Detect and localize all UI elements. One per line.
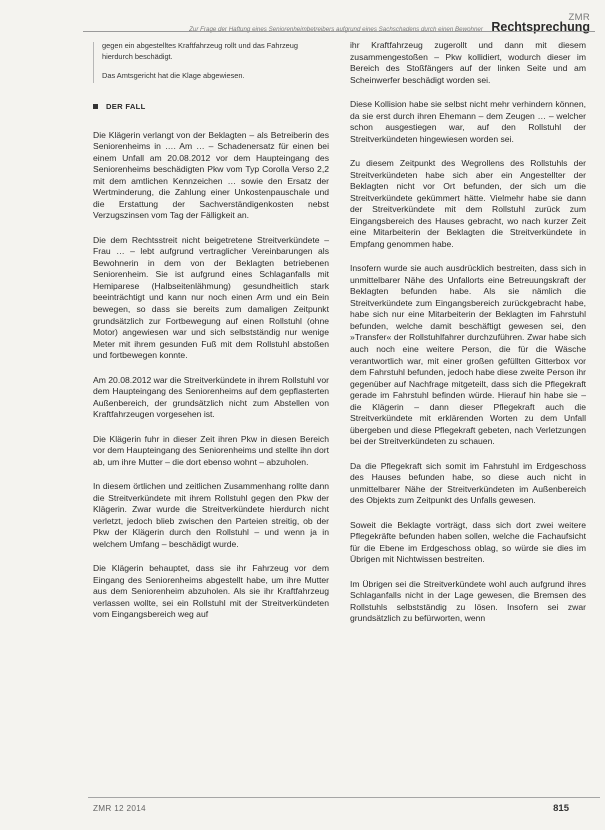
body-paragraph: Die Klägerin verlangt von der Beklagten – als Betreiberin des Seniorenheims in …. Am … – Schadenersatz für einen bei einem Unfall am 20.08.2012 vor dem Haupteingang des Seniorenheims beschädigten Pkw vom Typ Corolla Verso 2,2 mit dem amtlichen Kennzeichen … sowie den Ersatz der Wertminderung, die Zahlung einer Unkostenpauschale und die Erstattung der Sachverständigenkosten nebst Verzugszinsen vom Tag der Fälligkeit an. [93, 129, 329, 221]
body-paragraph: Am 20.08.2012 war die Streitverkündete in ihrem Rollstuhl vor dem Haupteingang des Seniorenheims auf dem gepflasterten Außenbereich, der grundsätzlich nicht zum Abstellen von Kraftfahrzeugen vorgesehen ist. [93, 374, 329, 420]
running-header [98, 18, 590, 36]
body-paragraph: Da die Pflegekraft sich somit im Fahrstuhl im Erdgeschoss des Hauses befunden habe, so diese auch nicht in unmittelbarer Nähe der Streitverkündeten im Außenbereich des Objekts zum Zeitpunkt des Unfalls gewesen. [350, 460, 586, 506]
body-paragraph: Insofern wurde sie auch ausdrücklich bestreiten, dass sich in unmittelbarer Nähe des Unfallorts eine Betreuungskraft der Beklagten befunden habe. Als sie nämlich die Streitverkündete zum Eingangsbereich zurückgebracht habe, habe sich nur eine Mitarbeiterin der Beklagten im Fahrstuhl befunden, welche damit beschäftigt gewesen sei, den »Transfer« der Rollstuhlfahrer durchzuführen. Zwar habe sich auch noch eine weitere Person, die für die Wäsche verantwortlich war, mit einer großen gefüllten Gitterbox vor dem Fahrstuhl befunden, jedoch habe diese zweite Person ihr gegenüber auf Nachfrage mitgeteilt, dass sich die Pflegekraft gerade im Fahrstuhl befinden würde. Hierauf hin habe sie – die Klägerin – dann dieser Pflegekraft auch die Streitverkündete mit erklärenden Worten zu dem Unfall übergeben und diese Pflegekraft gebeten, nach Verletzungen bei der Streitverkündeten zu schauen. [350, 263, 586, 447]
left-column [93, 40, 329, 634]
header-section: Rechtsprechung [491, 20, 590, 34]
body-paragraph: Diese Kollision habe sie selbst nicht mehr verhindern können, da sie erst durch ihren Ehemann – dem Zeugen … – welcher schon ausgestiegen war, auf den Rollstuhl der Streitverkündeten hingewiesen worden sei. [350, 98, 586, 144]
section-heading-text: DER FALL [106, 102, 146, 111]
header-subtitle: Zur Frage der Haftung eines Seniorenheimbetreibers aufgrund eines Sachschadens durch einen Bewohner [189, 26, 483, 33]
footer-rule [88, 797, 600, 798]
square-bullet-icon [93, 104, 98, 109]
body-paragraph: In diesem örtlichen und zeitlichen Zusammenhang rollte dann die Streitverkündete mit ihrem Rollstuhl gegen den Pkw der Klägerin. Zwar wurde die Streitverkündete hierdurch nicht verletzt, jedoch blieb zwischen den Parteien streitig, ob der Pkw der Klägerin durch den Rollstuhl – und wenn ja in welchem Umfang – beschädigt wurde. [93, 480, 329, 549]
body-paragraph: ihr Kraftfahrzeug zugerollt und dann mit diesem zusammengestoßen – Pkw kollidiert, wodurch dieser im Bereich des Stoßfängers auf der linken Seite und am Scheinwerfer beschädigt worden sei. [350, 40, 586, 85]
body-paragraph: Zu diesem Zeitpunkt des Wegrollens des Rollstuhls der Streitverkündeten habe sich aber ein Angestellter der Beklagten nicht vor Ort befunden, der sich um die Streitverkündete gekümmert hätte. Vielmehr habe sie dann der Streitverkündete mit dem Rollstuhl zurück zum Eingangsbereich des Hauses gebracht, wo nach kurzer Zeit eine Mitarbeiterin der Beklagten die Streitverkündete in Empfang genommen habe. [350, 157, 586, 249]
section-heading [93, 101, 329, 113]
body-paragraph: Die dem Rechtsstreit nicht beigetretene Streitverkündete – Frau … – lebt aufgrund vertraglicher Vereinbarungen als Bewohnerin in dem von der Beklagten betriebenen Seniorenheim. Sie ist aufgrund eines Schlaganfalls mit Hemiparese (Halbseitenlähmung) gesundheitlich stark beeinträchtigt und kann nur noch einen Arm und ein Bein bewegen, so dass sie bereits zum damaligen Zeitpunkt grundsätzlich zur Fortbewegung auf einen Rollstuhl (ohne Motor) angewiesen war und sich selbstständig nur wenige Meter mit ihrem gesunden Fuß mit dem Rollstuhl abstoßen und fortbewegen konnte. [93, 234, 329, 361]
quote-paragraph: gegen ein abgestelltes Kraftfahrzeug rollt und das Fahrzeug hierdurch beschädigt. [102, 41, 298, 61]
body-paragraph: Die Klägerin fuhr in dieser Zeit ihren Pkw in diesen Bereich vor dem Haupteingang des Seniorenheims und stellte ihn dort ab, um ihre Mutter – die dort ebenso wohnt – abzuholen. [93, 433, 329, 467]
quote-paragraph: Das Amtsgericht hat die Klage abgewiesen. [102, 71, 245, 80]
body-paragraph: Die Klägerin behauptet, dass sie ihr Fahrzeug vor dem Eingang des Seniorenheims abgestellt habe, um ihre Mutter aus dem Seniorenheim abzuholen. Als sie ihr Kraftfahrzeug verlassen wollte, sei ein Rollstuhl mit der Streitverkündeten vom Eingangsbereich weg auf [93, 563, 329, 620]
body-paragraph: Soweit die Beklagte vorträgt, dass sich dort zwei weitere Pflegekräfte befunden haben sollen, welche die Fachaufsicht für die Ebene im Erdgeschoss oblag, so würde sie dies im Übrigen mit Nichtwissen bestreiten. [350, 519, 586, 565]
footer-page-number: 815 [553, 803, 569, 814]
right-column [350, 40, 586, 638]
header-rule [83, 31, 595, 32]
body-paragraph: Im Übrigen sei die Streitverkündete wohl auch aufgrund ihres Schlaganfalls nicht in der Lage gewesen, die Bremsen des Rollstuhls selbstständig zu lösen. Insofern sei zwar grundsätzlich zu befürworten, wenn [350, 578, 586, 624]
header-page-label: ZMR [568, 12, 590, 23]
footer-journal: ZMR 12 2014 [93, 804, 146, 813]
headnote-quote [93, 40, 329, 81]
